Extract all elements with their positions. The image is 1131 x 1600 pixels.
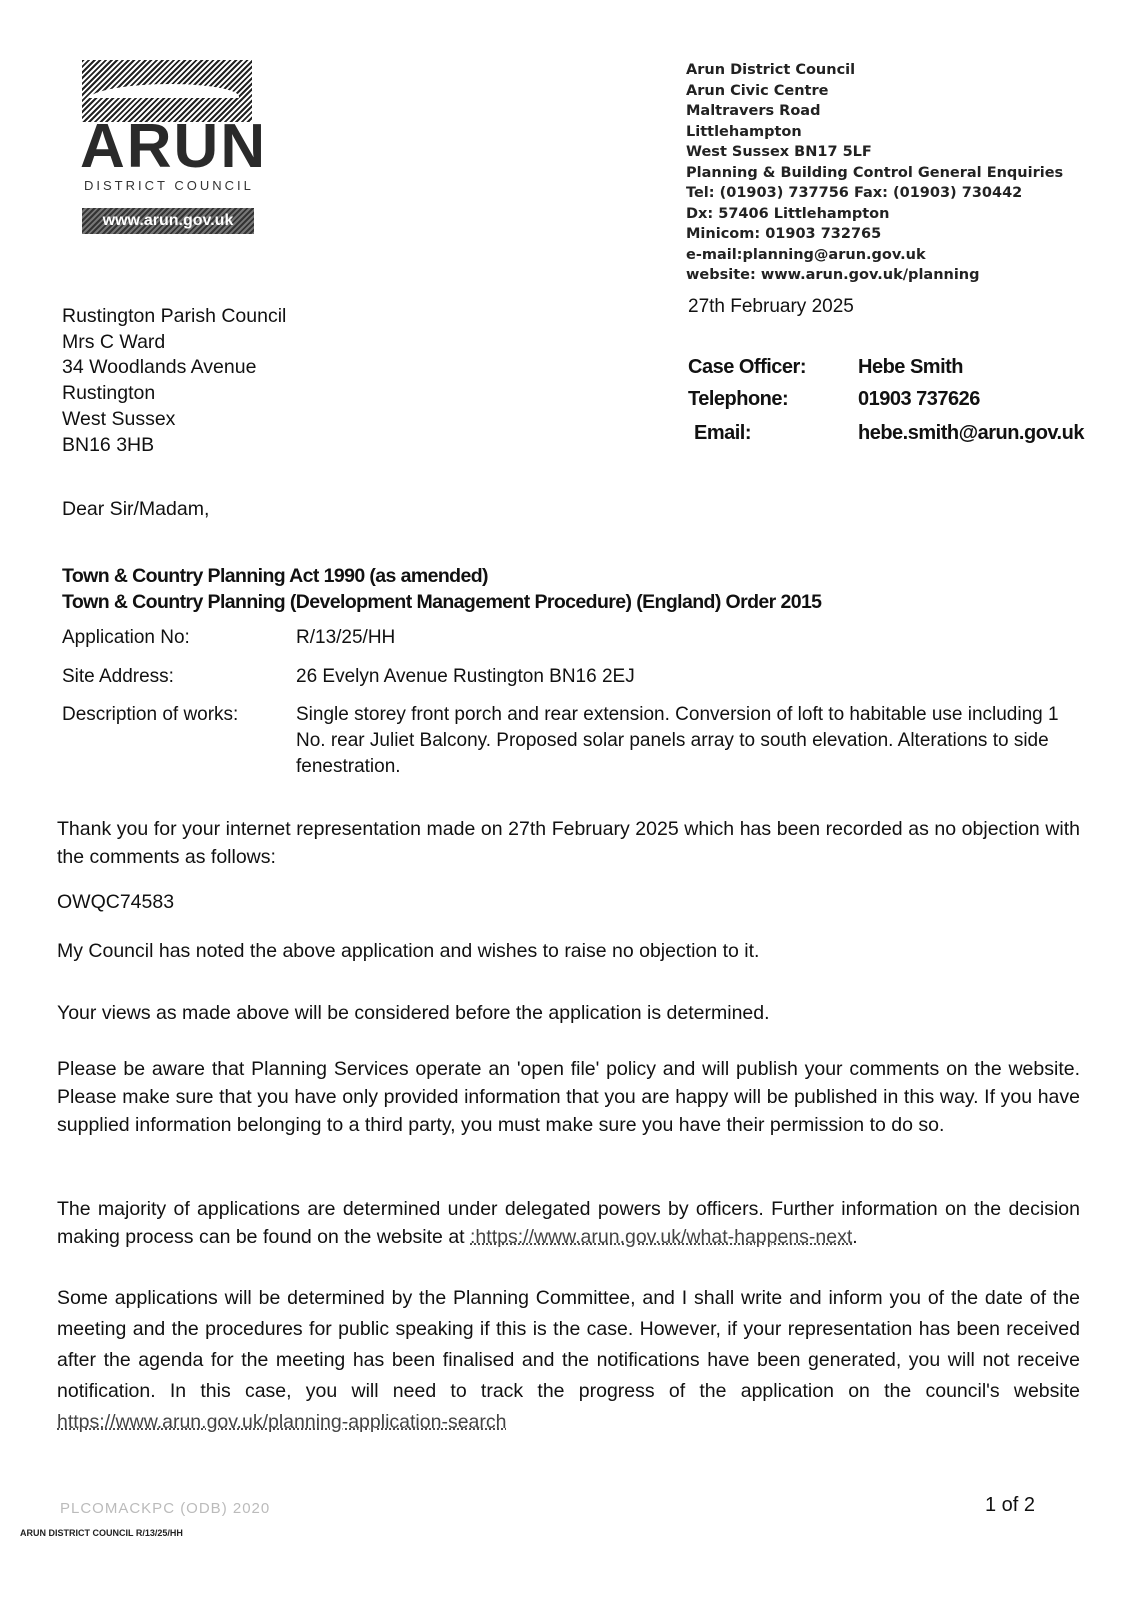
description-label: Description of works:	[62, 704, 239, 725]
application-no: R/13/25/HH	[296, 627, 396, 648]
council-address-line: website: www.arun.gov.uk/planning	[686, 267, 980, 283]
council-address-line: Planning & Building Control General Enquiries	[686, 164, 1064, 181]
recipient-line: Mrs C Ward	[62, 330, 166, 353]
application-details	[62, 625, 1092, 775]
recipient-line: BN16 3HB	[62, 433, 155, 456]
telephone-label: Telephone:	[688, 388, 789, 410]
logo-subtitle: DISTRICT COUNCIL	[84, 178, 254, 193]
recipient-line: Rustington Parish Council	[62, 305, 287, 327]
recipient-address	[62, 304, 286, 458]
email-value: hebe.smith@arun.gov.uk	[858, 422, 1084, 444]
council-address-line: Minicom: 01903 732765	[686, 226, 882, 242]
representation-reference: OWQC74583	[57, 891, 175, 913]
council-comment: My Council has noted the above application and wishes to raise no objection to it.	[57, 940, 760, 962]
logo-wave-graphic	[89, 84, 246, 98]
delegated-powers-paragraph	[57, 1195, 1080, 1251]
case-officer-label: Case Officer:	[688, 356, 806, 378]
council-address-line: West Sussex BN17 5LF	[686, 144, 872, 160]
council-address-line: Tel: (01903) 737756 Fax: (01903) 730442	[686, 185, 1023, 201]
page-number: 1 of 2	[985, 1494, 1036, 1516]
act-line-2: Town & Country Planning (Development Management Procedure) (England) Order 2015	[62, 591, 822, 613]
council-address-line: Arun Civic Centre	[686, 82, 829, 99]
delegated-powers-end: .	[852, 1226, 858, 1248]
consideration-paragraph: Your views as made above will be considered before the application is determined.	[57, 1002, 770, 1024]
council-address-line: Littlehampton	[686, 123, 802, 140]
application-search-link[interactable]: https://www.arun.gov.uk/planning-application-search	[57, 1411, 507, 1433]
site-address: 26 Evelyn Avenue Rustington BN16 2EJ	[296, 666, 635, 687]
site-address-label: Site Address:	[62, 666, 174, 687]
footer-document-reference: ARUN DISTRICT COUNCIL R/13/25/HH	[20, 1528, 183, 1538]
planning-committee-paragraph	[57, 1283, 1080, 1438]
case-officer-name: Hebe Smith	[858, 356, 964, 378]
email-label: Email:	[694, 422, 752, 444]
open-file-paragraph: Please be aware that Planning Services operate an 'open file' policy and will publish your comments on the website. Please make sure that you have only provided information that you are happy will be published in this way. If you have supplied information belonging to a third party, you must make sure you have their permission to do so.	[57, 1058, 1080, 1136]
delegated-powers-text: The majority of applications are determined under delegated powers by officers. Further information on the decision making process can be found on the website at	[57, 1198, 1080, 1248]
council-address	[686, 60, 1063, 286]
act-line-1: Town & Country Planning Act 1990 (as amended)	[62, 565, 488, 587]
logo-url: www.arun.gov.uk	[82, 208, 254, 234]
recipient-line: 34 Woodlands Avenue	[62, 356, 257, 379]
council-address-line: Arun District Council	[686, 62, 856, 78]
footer-template-code: PLCOMACKPC (ODB) 2020	[60, 1500, 271, 1517]
council-address-line: Dx: 57406 Littlehampton	[686, 205, 890, 222]
legislation-heading	[62, 563, 821, 615]
salutation: Dear Sir/Madam,	[62, 498, 210, 520]
recipient-line: Rustington	[62, 382, 156, 405]
council-address-line: Maltravers Road	[686, 103, 821, 119]
planning-committee-text: Some applications will be determined by the Planning Committee, and I shall write and inform you of the date of the meeting and the procedures for public speaking if this is the case. However, if your representation has been received after the agenda for the meeting has been finalised and the notifications have been generated, you will not receive notification. In this case, you will need to track the progress of the application on the council's website	[57, 1287, 1080, 1402]
application-no-label: Application No:	[62, 627, 190, 648]
letter-date: 27th February 2025	[688, 296, 854, 317]
telephone-value: 01903 737626	[858, 388, 980, 410]
recipient-line: West Sussex	[62, 407, 176, 430]
description-of-works: Single storey front porch and rear extension. Conversion of loft to habitable use including 1 No. rear Juliet Balcony. Proposed solar panels array to south elevation. Alterations to side fenestration.	[296, 704, 1059, 777]
representation-paragraph: Thank you for your internet representation made on 27th February 2025 which has been recorded as no objection with the comments as follows:	[57, 818, 1080, 868]
what-happens-next-link[interactable]: :https://www.arun.gov.uk/what-happens-next	[470, 1226, 853, 1248]
logo-wordmark: ARUN	[80, 112, 268, 181]
council-address-line: e-mail:planning@arun.gov.uk	[686, 246, 926, 263]
